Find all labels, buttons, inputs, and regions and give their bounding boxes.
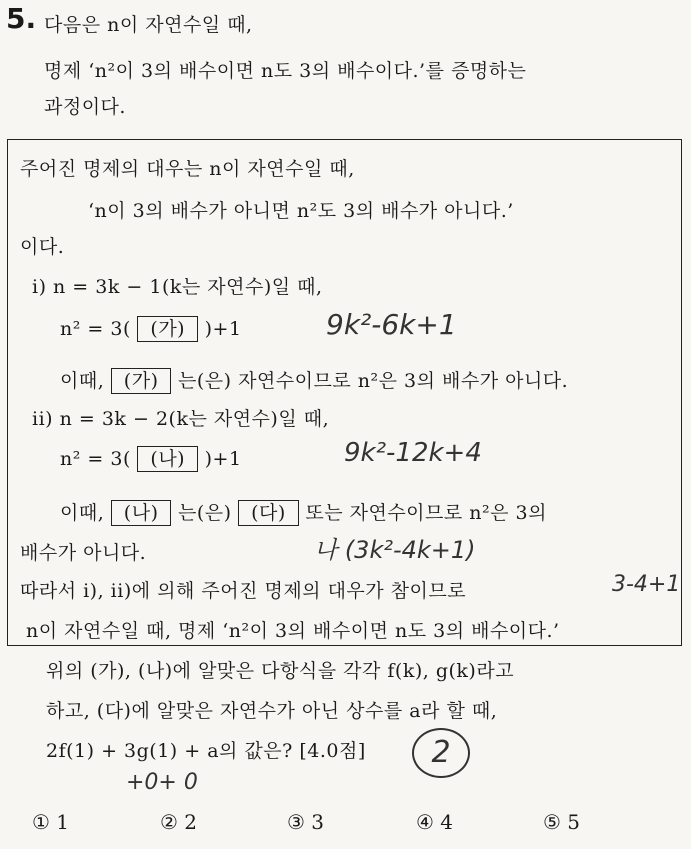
equation-end: )+1 <box>204 318 242 340</box>
proof-line-3: 이다. <box>20 236 65 258</box>
handwritten-note-2: 9k²-12k+4 <box>344 438 482 468</box>
option-5[interactable]: ⑤ 5 <box>543 810 581 834</box>
text-segment: 또는 자연수이므로 n²은 3의 <box>305 502 547 524</box>
equation-end: )+1 <box>204 448 242 470</box>
handwritten-note-4: 3-4+1 <box>612 572 681 597</box>
after-line-3: 2f(1) + 3g(1) + a의 값은? [4.0점] <box>46 740 366 762</box>
option-4[interactable]: ④ 4 <box>416 810 454 834</box>
question-line-2: 명제 ‘n²이 3의 배수이면 n도 3의 배수이다.’를 증명하는 <box>44 60 527 82</box>
proof-line-12: n이 자연수일 때, 명제 ‘n²이 3의 배수이면 n도 3의 배수이다.’ <box>26 620 560 642</box>
text-segment: 는(은) 자연수이므로 n²은 3의 배수가 아니다. <box>178 370 569 392</box>
option-2[interactable]: ② 2 <box>160 810 198 834</box>
handwritten-note-3: 나 (3k²-4k+1) <box>314 536 476 564</box>
proof-line-7: ii) n = 3k − 2(k는 자연수)일 때, <box>32 408 330 430</box>
equation-start: n² = 3( <box>60 448 131 470</box>
text-segment: 이때, <box>60 370 105 392</box>
proof-line-8 <box>60 446 242 472</box>
blank-box-na: (나) <box>137 446 198 472</box>
blank-box-da: (다) <box>238 500 299 526</box>
proof-line-4: i) n = 3k − 1(k는 자연수)일 때, <box>32 276 323 298</box>
proof-line-11: 따라서 i), ii)에 의해 주어진 명제의 대우가 참이므로 <box>20 580 467 602</box>
question-number: 5. <box>6 2 37 35</box>
proof-line-1: 주어진 명제의 대우는 n이 자연수일 때, <box>20 158 355 180</box>
proof-line-6 <box>60 366 568 394</box>
option-1[interactable]: ① 1 <box>32 810 70 834</box>
text-segment: 이때, <box>60 502 105 524</box>
proof-line-9 <box>60 498 547 526</box>
proof-line-10: 배수가 아니다. <box>20 542 147 564</box>
blank-box-na-2: (나) <box>111 500 172 526</box>
proof-line-2: ‘n이 3의 배수가 아니면 n²도 3의 배수가 아니다.’ <box>88 200 514 222</box>
after-line-2: 하고, (다)에 알맞은 자연수가 아닌 상수를 a라 할 때, <box>46 700 498 722</box>
proof-line-5 <box>60 316 242 342</box>
question-line-1: 다음은 n이 자연수일 때, <box>44 14 253 36</box>
equation-start: n² = 3( <box>60 318 131 340</box>
after-line-1: 위의 (가), (나)에 알맞은 다항식을 각각 f(k), g(k)라고 <box>46 660 515 682</box>
handwritten-answer-circle: 2 <box>412 728 470 778</box>
blank-box-ga: (가) <box>137 316 198 342</box>
blank-box-ga-2: (가) <box>111 368 172 394</box>
handwritten-note-1: 9k²-6k+1 <box>326 308 457 341</box>
option-3[interactable]: ③ 3 <box>287 810 325 834</box>
question-line-3: 과정이다. <box>44 96 126 118</box>
handwritten-note-6: +0+ 0 <box>126 770 198 795</box>
text-segment: 는(은) <box>178 502 232 524</box>
